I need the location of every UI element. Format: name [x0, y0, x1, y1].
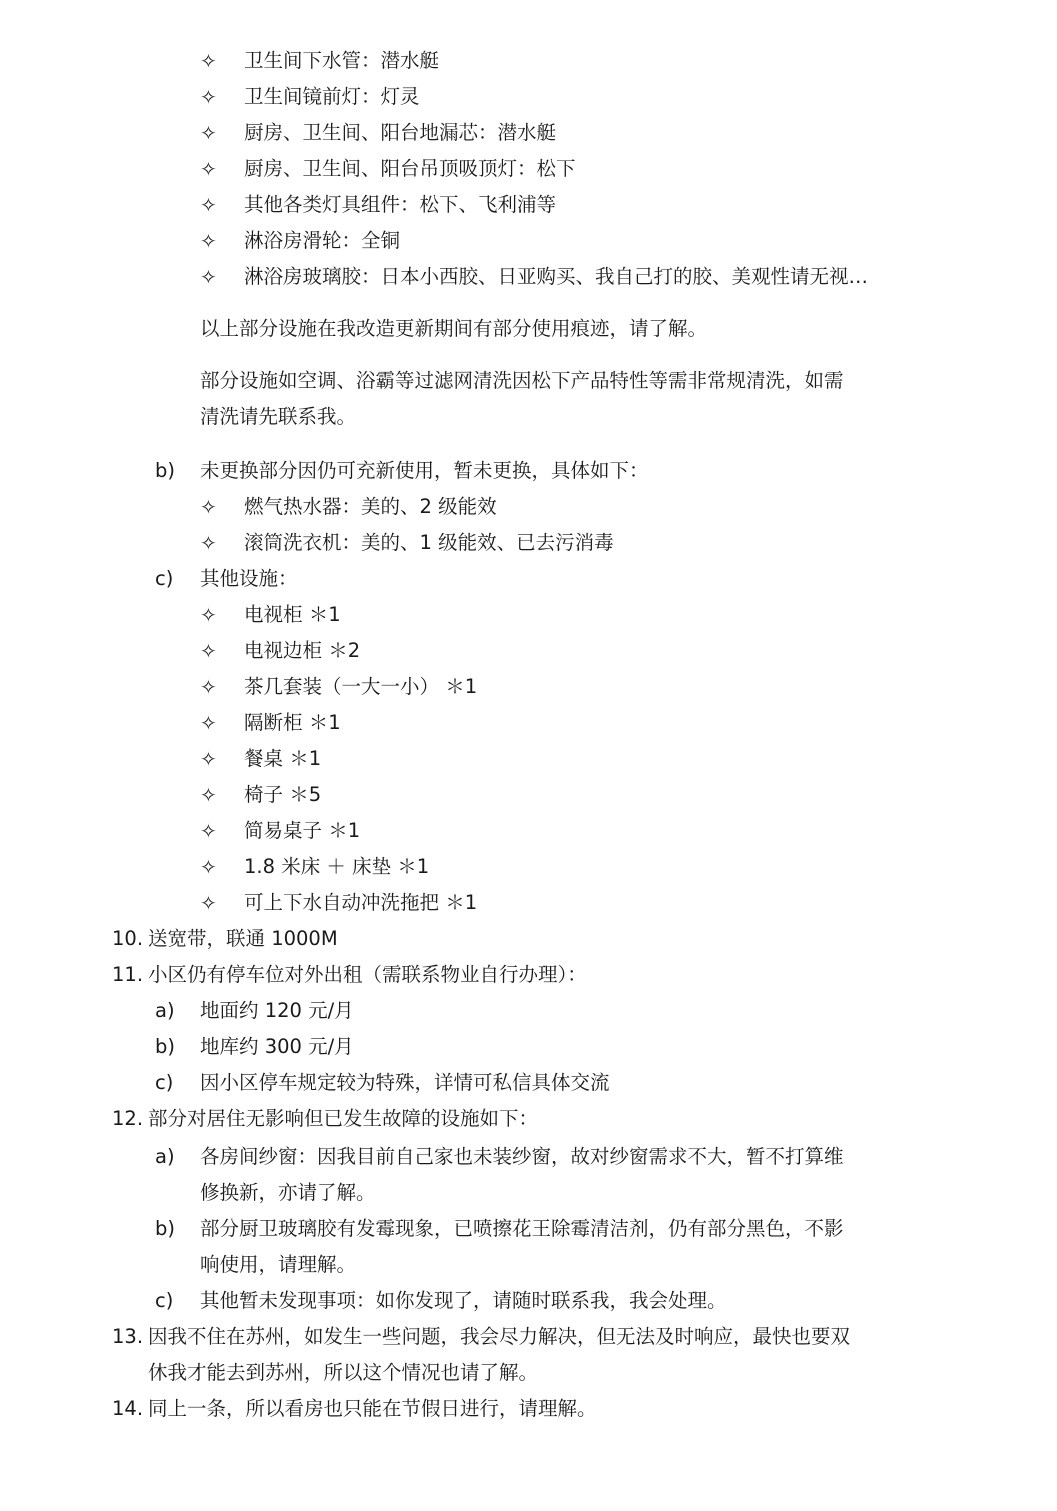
numbered-item — [0, 1319, 1057, 1355]
list-item — [0, 525, 1057, 561]
diamond-bullet-icon: ✧ — [200, 193, 217, 217]
list-item — [0, 597, 1057, 633]
numbered-item — [0, 957, 1057, 993]
list-marker: c) — [155, 1289, 174, 1312]
list-item-text: 1.8 米床 ＋ 床垫 ＊1 — [244, 855, 430, 878]
list-item-text: 椅子 ＊5 — [244, 783, 322, 806]
list-item-text: 电视柜 ＊1 — [244, 603, 341, 626]
list-item-text: 可上下水自动冲洗拖把 ＊1 — [244, 891, 478, 914]
list-item — [0, 813, 1057, 849]
list-item-text: 未更换部分因仍可充新使用，暂未更换，具体如下： — [200, 459, 649, 482]
numbered-item — [0, 1391, 1057, 1427]
diamond-bullet-icon: ✧ — [200, 819, 217, 843]
sub-list-item-continued — [0, 1175, 1057, 1211]
list-marker: b) — [155, 1035, 175, 1058]
list-item-text: 同上一条，所以看房也只能在节假日进行，请理解。 — [148, 1397, 597, 1420]
diamond-bullet-icon: ✧ — [200, 495, 217, 519]
list-item-text: 送宽带，联通 1000M — [148, 927, 338, 950]
list-item — [0, 885, 1057, 921]
diamond-bullet-icon: ✧ — [200, 891, 217, 915]
paragraph-text: 清洗请先联系我。 — [200, 405, 357, 428]
paragraph-text: 以上部分设施在我改造更新期间有部分使用痕迹，请了解。 — [200, 317, 708, 340]
list-marker: c) — [155, 1071, 174, 1094]
list-item — [0, 705, 1057, 741]
list-item-text: 因我不住在苏州，如发生一些问题，我会尽力解决，但无法及时响应，最快也要双 — [148, 1325, 851, 1348]
sub-list-item — [0, 1065, 1057, 1101]
list-item — [0, 741, 1057, 777]
diamond-bullet-icon: ✧ — [200, 229, 217, 253]
list-number: 14. — [112, 1397, 144, 1420]
diamond-bullet-icon: ✧ — [200, 747, 217, 771]
sub-list-item — [0, 1211, 1057, 1247]
list-item — [0, 259, 1057, 295]
list-item — [0, 151, 1057, 187]
list-item — [0, 777, 1057, 813]
list-item-text: 厨房、卫生间、阳台地漏芯：潜水艇 — [244, 121, 557, 144]
diamond-bullet-icon: ✧ — [200, 855, 217, 879]
diamond-bullet-icon: ✧ — [200, 121, 217, 145]
list-item-text: 响使用，请理解。 — [200, 1253, 357, 1276]
sub-list-item — [0, 1283, 1057, 1319]
list-marker: b) — [155, 1217, 175, 1240]
list-item — [0, 489, 1057, 525]
list-item-text: 地面约 120 元/月 — [200, 999, 354, 1022]
list-item-text: 卫生间镜前灯：灯灵 — [244, 85, 420, 108]
list-number: 12. — [112, 1107, 144, 1130]
list-item-text: 其他暂未发现事项：如你发现了，请随时联系我，我会处理。 — [200, 1289, 727, 1312]
list-item — [0, 849, 1057, 885]
numbered-item-continued — [0, 1355, 1057, 1391]
diamond-bullet-icon: ✧ — [200, 157, 217, 181]
sub-list-item — [0, 1139, 1057, 1175]
list-marker: a) — [155, 1145, 175, 1168]
list-item-text: 修换新，亦请了解。 — [200, 1181, 376, 1204]
diamond-bullet-icon: ✧ — [200, 85, 217, 109]
list-item-text: 餐桌 ＊1 — [244, 747, 322, 770]
diamond-bullet-icon: ✧ — [200, 783, 217, 807]
paragraph — [0, 363, 1057, 399]
list-item-text: 因小区停车规定较为特殊，详情可私信具体交流 — [200, 1071, 610, 1094]
numbered-item — [0, 921, 1057, 957]
list-item-text: 电视边柜 ＊2 — [244, 639, 361, 662]
paragraph — [0, 399, 1057, 435]
list-item-text: 休我才能去到苏州，所以这个情况也请了解。 — [148, 1361, 539, 1384]
diamond-bullet-icon: ✧ — [200, 603, 217, 627]
list-marker: b) — [155, 459, 175, 482]
diamond-bullet-icon: ✧ — [200, 49, 217, 73]
list-item-text: 茶几套装（一大一小） ＊1 — [244, 675, 478, 698]
list-item-text: 厨房、卫生间、阳台吊顶吸顶灯：松下 — [244, 157, 576, 180]
list-item-text: 各房间纱窗：因我目前自己家也未装纱窗，故对纱窗需求不大，暂不打算维 — [200, 1145, 844, 1168]
list-item-text: 其他设施： — [200, 567, 298, 590]
list-item-text: 隔断柜 ＊1 — [244, 711, 341, 734]
paragraph — [0, 311, 1057, 347]
list-item-text: 淋浴房滑轮：全铜 — [244, 229, 401, 252]
list-number: 10. — [112, 927, 144, 950]
list-item-text: 淋浴房玻璃胶：日本小西胶、日亚购买、我自己打的胶、美观性请无视… — [244, 265, 869, 288]
sub-list-item-continued — [0, 1247, 1057, 1283]
diamond-bullet-icon: ✧ — [200, 675, 217, 699]
list-item — [0, 43, 1057, 79]
list-item — [0, 669, 1057, 705]
list-marker: a) — [155, 999, 175, 1022]
diamond-bullet-icon: ✧ — [200, 265, 217, 289]
list-item-text: 简易桌子 ＊1 — [244, 819, 361, 842]
list-item-text: 滚筒洗衣机：美的、1 级能效、已去污消毒 — [244, 531, 614, 554]
list-number: 13. — [112, 1325, 144, 1348]
list-item — [0, 115, 1057, 151]
list-item — [0, 79, 1057, 115]
paragraph-text: 部分设施如空调、浴霸等过滤网清洗因松下产品特性等需非常规清洗，如需 — [200, 369, 844, 392]
sub-list-item — [0, 561, 1057, 597]
list-item-text: 部分对居住无影响但已发生故障的设施如下： — [148, 1107, 539, 1130]
list-item-text: 卫生间下水管：潜水艇 — [244, 49, 440, 72]
list-item — [0, 187, 1057, 223]
list-item-text: 其他各类灯具组件：松下、飞利浦等 — [244, 193, 557, 216]
list-item-text: 部分厨卫玻璃胶有发霉现象，已喷擦花王除霉清洁剂，仍有部分黑色，不影 — [200, 1217, 844, 1240]
list-item-text: 地库约 300 元/月 — [200, 1035, 354, 1058]
sub-list-item — [0, 993, 1057, 1029]
diamond-bullet-icon: ✧ — [200, 531, 217, 555]
sub-list-item — [0, 1029, 1057, 1065]
diamond-bullet-icon: ✧ — [200, 711, 217, 735]
numbered-item — [0, 1101, 1057, 1137]
list-item-text: 燃气热水器：美的、2 级能效 — [244, 495, 497, 518]
list-item — [0, 633, 1057, 669]
list-marker: c) — [155, 567, 174, 590]
list-item-text: 小区仍有停车位对外出租（需联系物业自行办理）： — [148, 963, 587, 986]
list-item — [0, 223, 1057, 259]
list-number: 11. — [112, 963, 144, 986]
diamond-bullet-icon: ✧ — [200, 639, 217, 663]
sub-list-item — [0, 453, 1057, 489]
